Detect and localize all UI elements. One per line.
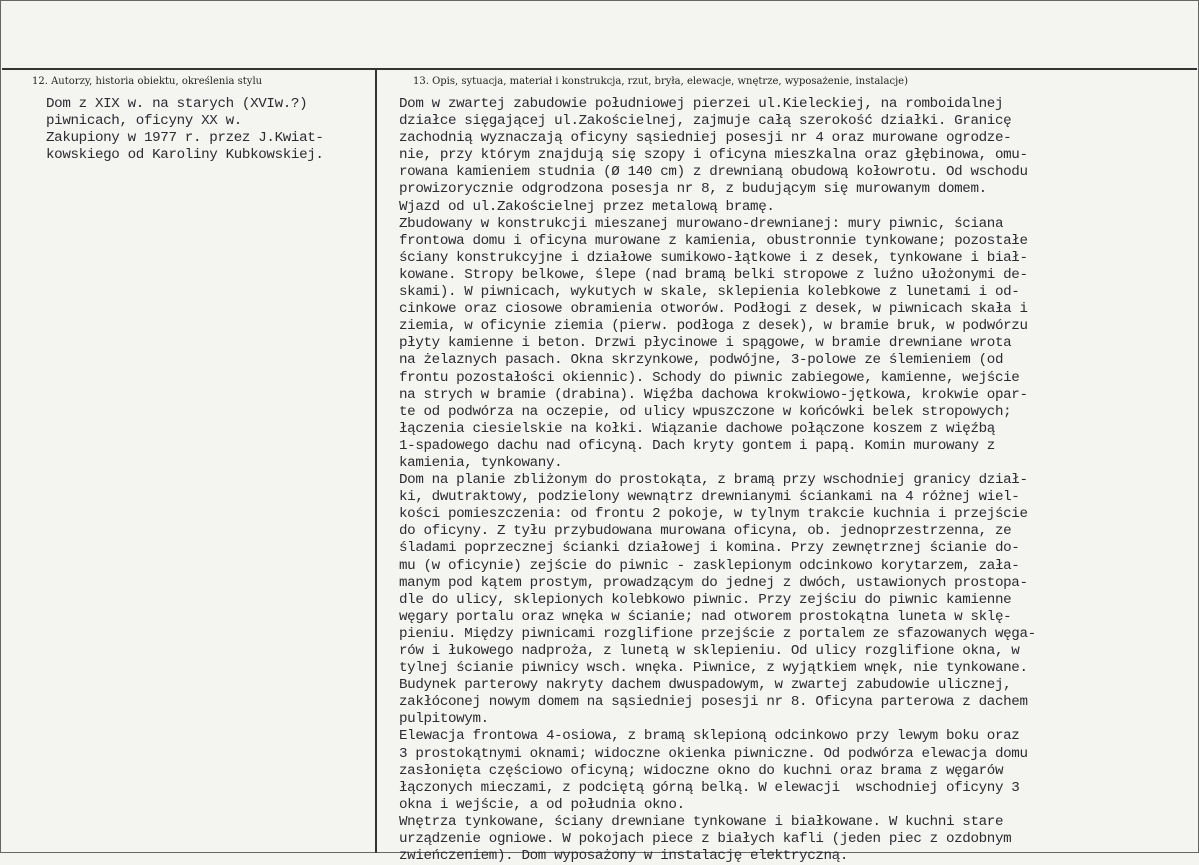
description-line: zasłonięta częściowo oficyną; widoczne okno do kuchni oraz brama z węgarów — [399, 762, 1004, 779]
description-line: zakłóconej nowym domem na sąsiedniej posesji nr 8. Oficyna parterowa z dachem — [399, 694, 1028, 711]
description-line: ki, dwutraktowy, podzielony wewnątrz drewnianymi ściankami na 4 różnej wiel- — [399, 489, 1020, 506]
description-line: na strych w bramie (drabina). Więźba dachowa krokwiowo-jętkowa, krokwie opar- — [399, 386, 1028, 403]
history-text — [46, 96, 324, 164]
description-line: Wnętrza tynkowane, ściany drewniane tynkowane i białkowane. W kuchni stare — [399, 813, 1004, 830]
description-line: płyty kamienne i beton. Drzwi płycinowe i spągowe, w bramie drewniane wrota — [399, 335, 1012, 352]
description-line: Dom w zwartej zabudowie południowej pierzei ul.Kieleckiej, na romboidalnej — [399, 96, 1004, 112]
description-text — [399, 96, 1036, 865]
description-line: na żelaznych pasach. Okna skrzynkowe, podwójne, 3-polowe ze ślemieniem (od — [399, 352, 1004, 369]
column-divider — [375, 68, 377, 853]
description-line: urządzenie ogniowe. W pokojach piece z białych kafli (jeden piec z ozdobnym — [399, 831, 1012, 848]
description-line: prowizorycznie odgrodzona posesja nr 8, z budującym się murowanym domem. — [399, 181, 987, 198]
history-line: piwnicach, oficyny XX w. — [46, 113, 242, 130]
description-line: kowane. Stropy belkowe, ślepe (nad bramą belki stropowe z luźno ułożonymi de- — [399, 266, 1028, 283]
section-13-header: 13. Opis, sytuacja, materiał i konstrukcja, rzut, bryła, elewacje, wnętrze, wyposażenie, instalacje) — [413, 76, 908, 87]
history-line: kowskiego od Karoliny Kubkowskiej. — [46, 147, 324, 164]
header-divider — [2, 68, 1197, 70]
description-line: frontowa domu i oficyna murowane z kamienia, obustronnie tynkowane; pozostałe — [399, 232, 1028, 249]
description-line: pulpitowym. — [399, 711, 489, 728]
section-12-header: 12. Autorzy, historia obiektu, określenia stylu — [32, 76, 263, 87]
description-line: Budynek parterowy nakryty dachem dwuspadowym, w zwartej zabudowie ulicznej, — [399, 677, 1012, 694]
description-line: węgary portalu oraz wnęka w ścianie; nad otworem prostokątna luneta w sklę- — [399, 608, 1012, 625]
description-line: zwieńczeniem). Dom wyposażony w instalację elektryczną. — [399, 848, 849, 865]
description-line: 3 prostokątnymi oknami; widoczne okienka piwniczne. Od podwórza elewacja domu — [399, 745, 1028, 762]
description-line: działce sięgającej ul.Zakościelnej, zajmuje całą szerokość działki. Granicę — [399, 113, 1012, 130]
description-line: Elewacja frontowa 4-osiowa, z bramą sklepioną odcinkowo przy lewym boku oraz — [399, 728, 1020, 745]
history-line: Dom z XIX w. na starych (XVIw.?) — [46, 96, 308, 112]
description-line: Wjazd od ul.Zakościelnej przez metalową bramę. — [399, 198, 775, 215]
description-line: tylnej ścianie piwnicy wsch. wnęka. Piwnice, z wyjątkiem wnęk, nie tynkowane. — [399, 660, 1028, 677]
description-line: mu (w oficynie) zejście do piwnic - zasklepionym odcinkowo korytarzem, zała- — [399, 557, 1020, 574]
description-line: rów i łukowego nadproża, z lunetą w sklepieniu. Od ulicy rozglifione okna, w — [399, 643, 1020, 659]
description-line: łączenia ciesielskie na kołki. Wiązanie dachowe połączone koszem z więźbą — [399, 420, 995, 437]
description-line: do oficyny. Z tyłu przybudowana murowana oficyna, ob. jednoprzestrzenna, ze — [399, 523, 1012, 540]
description-line: cinkowe oraz ciosowe obramienia otworów. Podłogi z desek, w piwnicach skała i — [399, 301, 1028, 318]
description-line: te od podwórza na oczepie, od ulicy wpuszczone w końcówki belek stropowych; — [399, 403, 1012, 420]
description-line: nie, przy którym znajdują się szopy i oficyna mieszkalna oraz głębinowa, omu- — [399, 147, 1028, 164]
description-line: 1-spadowego dachu nad oficyną. Dach kryty gontem i papą. Komin murowany z — [399, 437, 995, 454]
description-line: manym pod kątem prostym, prowadzącym do jednej z dwóch, ustawionych prostopa- — [399, 574, 1028, 591]
description-line: ściany konstrukcyjne i działowe sumikowo-łątkowe i z desek, tynkowane i biał- — [399, 249, 1028, 266]
description-line: Dom na planie zbliżonym do prostokąta, z bramą przy wschodniej granicy dział- — [399, 472, 1028, 489]
description-line: kości pomieszczenia: od frontu 2 pokoje, w tylnym trakcie kuchnia i przejście — [399, 506, 1028, 523]
description-line: dle do ulicy, sklepionych kolebkowo piwnic. Przy zejściu do piwnic kamienne — [399, 591, 1012, 608]
description-line: rowana kamieniem studnia (Ø 140 cm) z drewnianą obudową kołowrotu. Od wschodu — [399, 164, 1028, 181]
description-line: frontu pozostałości okiennic). Schody do piwnic zabiegowe, kamienne, wejście — [399, 369, 1020, 386]
history-line: Zakupiony w 1977 r. przez J.Kwiat- — [46, 130, 324, 147]
description-line: skami). W piwnicach, wykutych w skale, sklepienia kolebkowe z lunetami i od- — [399, 284, 1020, 301]
description-line: łączonych mieczami, z podciętą górną belką. W elewacji wschodniej oficyny 3 — [399, 779, 1020, 796]
description-line: pieniu. Między piwnicami rozglifione przejście z portalem ze sfazowanych węga- — [399, 625, 1036, 642]
description-line: Zbudowany w konstrukcji mieszanej murowano-drewnianej: mury piwnic, ściana — [399, 215, 1004, 232]
description-line: ziemia, w oficynie ziemia (pierw. podłoga z desek), w bramie bruk, w podwórzu — [399, 318, 1028, 335]
description-line: zachodnią wyznaczają oficyny sąsiedniej posesji nr 4 oraz murowane ogrodze- — [399, 130, 1012, 147]
description-line: kamienia, tynkowany. — [399, 454, 563, 471]
description-line: śladami poprzecznej ścianki działowej i komina. Przy zewnętrznej ścianie do- — [399, 540, 1020, 557]
description-line: okna i wejście, a od południa okno. — [399, 796, 685, 813]
